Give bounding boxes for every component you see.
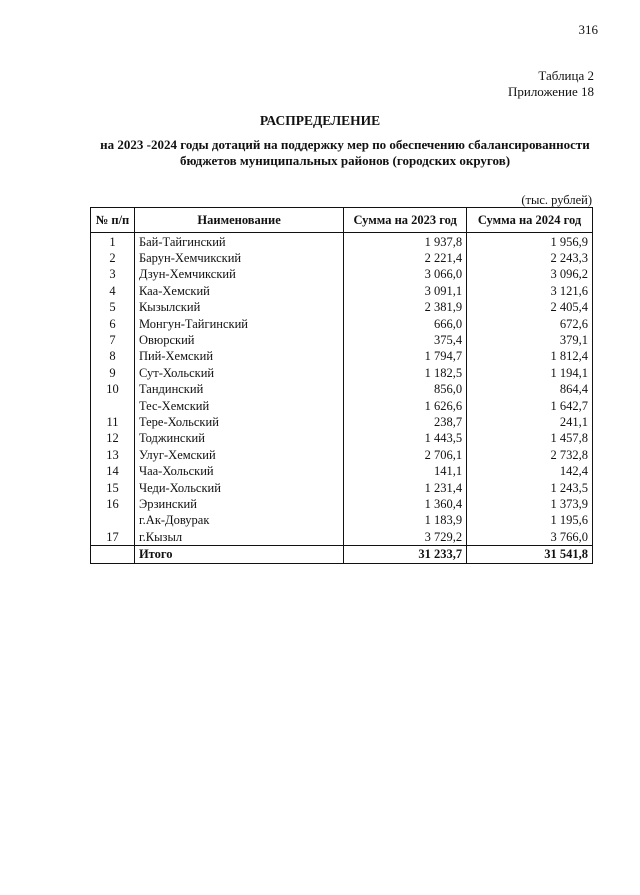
- row-number: 6: [91, 316, 135, 332]
- row-name: г.Кызыл: [134, 529, 343, 546]
- units-label: (тыс. рублей): [521, 193, 592, 207]
- row-sum-2024: 2 732,8: [467, 447, 593, 463]
- row-name: Каа-Хемский: [134, 283, 343, 299]
- total-sum-2024: 31 541,8: [467, 546, 593, 564]
- row-sum-2024: 379,1: [467, 332, 593, 348]
- header-number: № п/п: [91, 208, 135, 233]
- row-sum-2023: 1 360,4: [344, 496, 467, 512]
- row-sum-2024: 864,4: [467, 382, 593, 398]
- row-sum-2023: 3 729,2: [344, 529, 467, 546]
- row-name: Овюрский: [134, 332, 343, 348]
- row-number: 17: [91, 529, 135, 546]
- total-row: [91, 546, 593, 564]
- row-sum-2024: 1 956,9: [467, 233, 593, 251]
- row-sum-2024: 1 194,1: [467, 365, 593, 381]
- row-name: Тес-Хемский: [134, 398, 343, 414]
- table-row: [91, 283, 593, 299]
- row-sum-2024: 1 812,4: [467, 349, 593, 365]
- row-sum-2024: 1 243,5: [467, 480, 593, 496]
- total-label: Итого: [134, 546, 343, 564]
- row-name: Тандинский: [134, 382, 343, 398]
- row-sum-2023: 3 066,0: [344, 267, 467, 283]
- total-number: [91, 546, 135, 564]
- row-number: 14: [91, 463, 135, 479]
- row-sum-2023: 1 182,5: [344, 365, 467, 381]
- table-row: [91, 332, 593, 348]
- row-name: Бай-Тайгинский: [134, 233, 343, 251]
- distribution-table: [90, 207, 593, 564]
- row-sum-2023: 1 626,6: [344, 398, 467, 414]
- table-row: [91, 398, 593, 414]
- row-number: 3: [91, 267, 135, 283]
- row-number: 15: [91, 480, 135, 496]
- table-row: [91, 300, 593, 316]
- row-name: Тоджинский: [134, 431, 343, 447]
- header-name: Наименование: [134, 208, 343, 233]
- row-name: Монгун-Тайгинский: [134, 316, 343, 332]
- row-sum-2024: 1 642,7: [467, 398, 593, 414]
- row-sum-2024: 672,6: [467, 316, 593, 332]
- table-row: [91, 513, 593, 529]
- row-number: 2: [91, 250, 135, 266]
- row-sum-2024: 142,4: [467, 463, 593, 479]
- row-sum-2024: 2 405,4: [467, 300, 593, 316]
- document-subtitle: [90, 137, 600, 169]
- row-number: 10: [91, 382, 135, 398]
- row-sum-2023: 1 443,5: [344, 431, 467, 447]
- table-row: [91, 480, 593, 496]
- table-row: [91, 316, 593, 332]
- row-sum-2023: 238,7: [344, 414, 467, 430]
- table-label: Таблица 2: [538, 68, 594, 83]
- row-sum-2024: 1 373,9: [467, 496, 593, 512]
- row-number: 16: [91, 496, 135, 512]
- row-sum-2024: 3 766,0: [467, 529, 593, 546]
- row-name: Улуг-Хемский: [134, 447, 343, 463]
- table-row: [91, 496, 593, 512]
- row-sum-2024: 3 121,6: [467, 283, 593, 299]
- row-sum-2024: 3 096,2: [467, 267, 593, 283]
- row-number: 12: [91, 431, 135, 447]
- table-row: [91, 267, 593, 283]
- row-name: Сут-Хольский: [134, 365, 343, 381]
- table-row: [91, 414, 593, 430]
- row-name: Эрзинский: [134, 496, 343, 512]
- row-sum-2024: 1 457,8: [467, 431, 593, 447]
- row-sum-2023: 666,0: [344, 316, 467, 332]
- document-title: РАСПРЕДЕЛЕНИЕ: [259, 113, 381, 128]
- row-sum-2023: 2 381,9: [344, 300, 467, 316]
- row-name: Дзун-Хемчикский: [134, 267, 343, 283]
- table-row: [91, 233, 593, 251]
- subtitle-line-2: бюджетов муниципальных районов (городских округов): [179, 153, 511, 168]
- row-sum-2023: 1 231,4: [344, 480, 467, 496]
- table-row: [91, 529, 593, 546]
- appendix-label: Приложение 18: [507, 84, 594, 99]
- row-sum-2023: 141,1: [344, 463, 467, 479]
- row-name: г.Ак-Довурак: [134, 513, 343, 529]
- row-number: [91, 513, 135, 529]
- table-row: [91, 349, 593, 365]
- row-sum-2023: 856,0: [344, 382, 467, 398]
- row-number: 4: [91, 283, 135, 299]
- page-number: 316: [578, 22, 598, 37]
- row-sum-2024: 241,1: [467, 414, 593, 430]
- table-row: [91, 250, 593, 266]
- row-number: 9: [91, 365, 135, 381]
- table-row: [91, 447, 593, 463]
- attachment-block: [508, 68, 594, 100]
- row-name: Чаа-Хольский: [134, 463, 343, 479]
- row-number: 7: [91, 332, 135, 348]
- row-number: 13: [91, 447, 135, 463]
- table-row: [91, 365, 593, 381]
- row-number: 11: [91, 414, 135, 430]
- row-sum-2023: 375,4: [344, 332, 467, 348]
- row-name: Пий-Хемский: [134, 349, 343, 365]
- row-name: Барун-Хемчикский: [134, 250, 343, 266]
- row-number: 1: [91, 233, 135, 251]
- table-row: [91, 382, 593, 398]
- header-sum-2023: Сумма на 2023 год: [344, 208, 467, 233]
- row-sum-2024: 1 195,6: [467, 513, 593, 529]
- table-row: [91, 463, 593, 479]
- row-sum-2023: 2 706,1: [344, 447, 467, 463]
- table-header-row: [91, 208, 593, 233]
- row-sum-2023: 3 091,1: [344, 283, 467, 299]
- row-sum-2023: 1 794,7: [344, 349, 467, 365]
- table-body: [91, 233, 593, 564]
- row-sum-2023: 1 183,9: [344, 513, 467, 529]
- row-number: 8: [91, 349, 135, 365]
- total-sum-2023: 31 233,7: [344, 546, 467, 564]
- table-row: [91, 431, 593, 447]
- row-name: Тере-Хольский: [134, 414, 343, 430]
- row-name: Чеди-Хольский: [134, 480, 343, 496]
- row-name: Кызылский: [134, 300, 343, 316]
- row-number: 5: [91, 300, 135, 316]
- header-sum-2024: Сумма на 2024 год: [467, 208, 593, 233]
- subtitle-line-1: на 2023 -2024 годы дотаций на поддержку мер по обеспечению сбалансированности: [100, 137, 590, 152]
- row-number: [91, 398, 135, 414]
- row-sum-2024: 2 243,3: [467, 250, 593, 266]
- row-sum-2023: 1 937,8: [344, 233, 467, 251]
- row-sum-2023: 2 221,4: [344, 250, 467, 266]
